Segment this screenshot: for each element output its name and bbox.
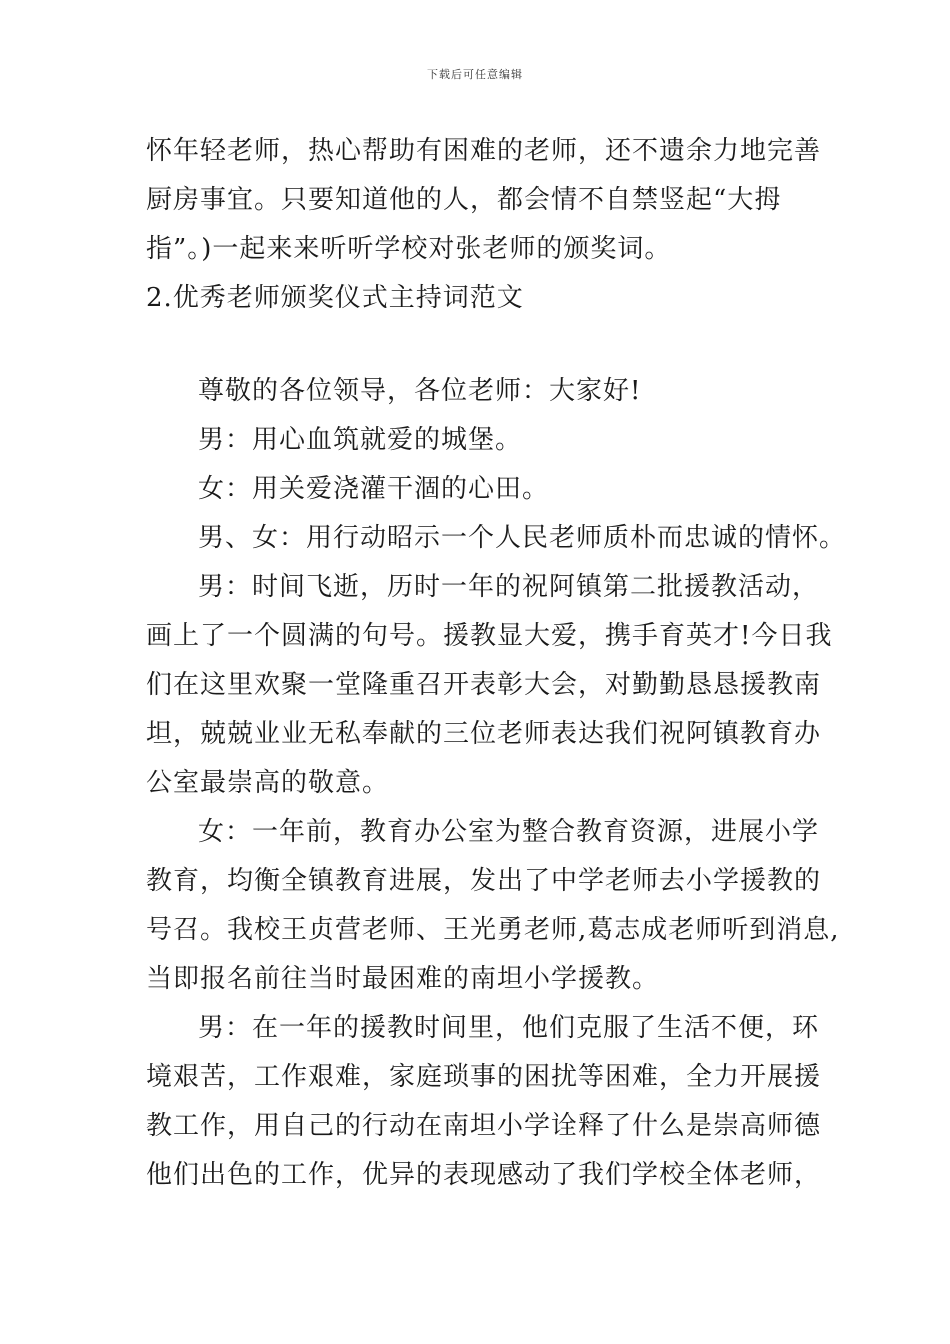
text-line: 指”。)一起来来听听学校对张老师的颁奖词。 — [146, 234, 672, 264]
text-line: 境艰苦，工作艰难，家庭琐事的困扰等困难，全力开展援 — [146, 1062, 822, 1092]
page-header: 下载后可任意编辑 — [427, 68, 523, 81]
text-line: 号召。我校王贞营老师、王光勇老师,葛志成老师听到消息, — [146, 915, 840, 945]
text-line: 当即报名前往当时最困难的南坦小学援教。 — [146, 964, 660, 994]
text-line: 女：用关爱浇灌干涸的心田。 — [198, 474, 550, 504]
text-line: 坦，兢兢业业无私奉献的三位老师表达我们祝阿镇教育办 — [146, 719, 822, 749]
text-line: 画上了一个圆满的句号。援教显大爱，携手育英才!今日我 — [146, 621, 833, 651]
text-line: 们在这里欢聚一堂隆重召开表彰大会，对勤勤恳恳援教南 — [146, 670, 822, 700]
paragraph-first-line: 女：一年前，教育办公室为整合教育资源，进展小学 — [198, 817, 820, 847]
text-line: 他们出色的工作，优异的表现感动了我们学校全体老师， — [146, 1160, 822, 1190]
document-body — [146, 127, 847, 1200]
text-line: 教育，均衡全镇教育进展，发出了中学老师去小学援教的 — [146, 866, 822, 896]
section-title: 2.优秀老师颁奖仪式主持词范文 — [146, 283, 524, 313]
greeting-line: 尊敬的各位领导，各位老师：大家好! — [198, 376, 642, 406]
text-line: 怀年轻老师，热心帮助有困难的老师，还不遗余力地完善 — [146, 136, 822, 166]
paragraph-first-line: 男：在一年的援教时间里，他们克服了生活不便，环 — [198, 1013, 820, 1043]
spacer — [146, 323, 826, 367]
text-line: 教工作，用自己的行动在南坦小学诠释了什么是崇高师德 — [146, 1111, 822, 1141]
text-line: 男、女：用行动昭示一个人民老师质朴而忠诚的情怀。 — [198, 523, 847, 553]
paragraph-first-line: 男：时间飞逝，历时一年的祝阿镇第二批援教活动， — [198, 572, 820, 602]
text-line: 厨房事宜。只要知道他的人，都会情不自禁竖起“大拇 — [146, 185, 782, 215]
text-line: 男：用心血筑就爱的城堡。 — [198, 425, 523, 455]
text-line: 公室最崇高的敬意。 — [146, 768, 390, 798]
